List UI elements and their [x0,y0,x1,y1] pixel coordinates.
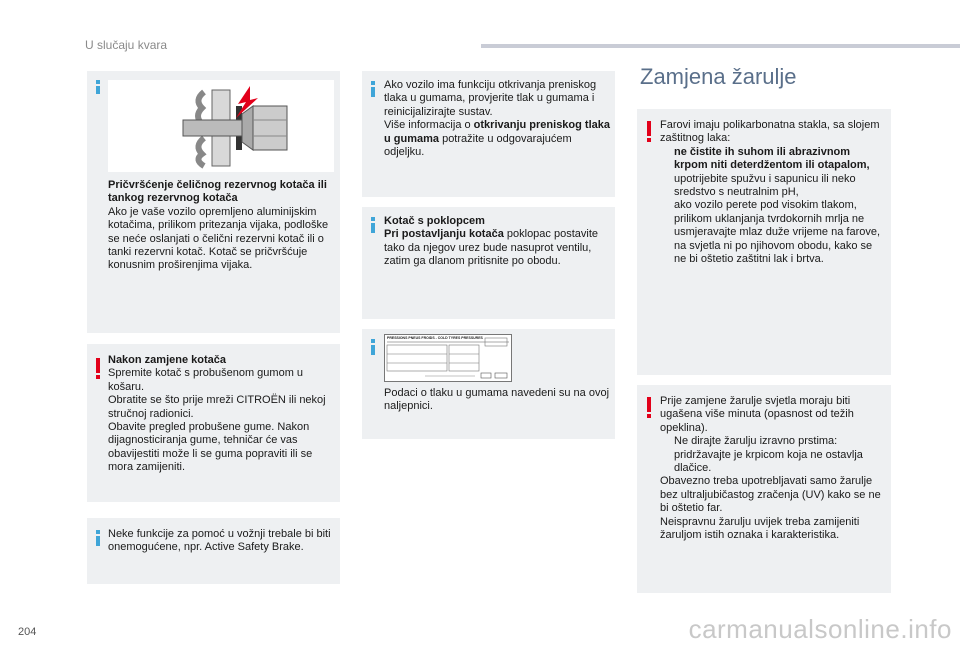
pressure-label-box [362,329,615,439]
watermark: carmanualsonline.info [688,614,952,644]
list-item [660,435,886,475]
bullet-icon [660,199,674,266]
warning-icon [647,397,651,412]
bolt-diagram [108,80,334,172]
driving-aids-body: Neke funkcije za pomoć u vožnji trebale bi biti onemogućene, npr. Active Safety Brake. [108,528,331,554]
wheel-fixing-body: Ako je vaše vozilo opremljeno aluminijskim kotačima, prilikom pritezanja vijaka, podloške se neće oslanjati o čelični rezervni kotač ili o tanki rezervni kotač. Kotač se pričvršćuje konusnim proširenjima vijaka. [108,205,329,272]
list-item [660,146,886,173]
bullet-text: upotrijebite spužvu i sapunicu ili neko sredstvo s neutralnim pH, [674,172,856,199]
after-wheel-change-box [87,344,340,502]
info-icon [371,345,375,355]
list-item [660,173,886,200]
info-icon [96,536,100,546]
warning-icon [647,121,651,136]
tyre-pressure-box [362,71,615,197]
tyre-pressure-bold: otkrivanju preniskog tlaka u gumama [384,119,610,145]
wheel-bolt-illustration [108,80,334,172]
pressure-label-body: Podaci o tlaku u gumama navedeni su na ovoj naljepnici. [384,387,610,413]
wheel-cover-subtitle: Pri postavljanju kotača [384,228,504,241]
after-change-body: Spremite kotač s probušenom gumom u košaru. Obratite se što prije mreži CITROËN ili nekoj stručnoj radionici. Obavite pregled probušene gume. Nakon dijagnosticiranja gume, tehničar će vas obavijestiti može li se guma popraviti ili se mora zamijeniti. [108,367,326,474]
after-change-title: Nakon zamjene kotača [108,354,226,366]
bulb-body: Obavezno treba upotrebljavati samo žarulje bez ultraljubičastog zračenja (UV) kako se ne bi oštetio far. Neispravnu žarulju uvijek treba zamijeniti žaruljom istih oznaka i karakteristika. [660,475,881,542]
pressure-label-header: PRESSIONS PNEUS FROIDS - COLD TYRES PRESSURES [387,336,483,340]
bullet-icon [660,435,674,475]
pressure-label-table [385,335,511,381]
info-icon [96,86,100,94]
bullet-icon [660,146,674,173]
wheel-cover-title: Kotač s poklopcem [384,215,485,227]
wheel-cover-body: poklopac postavite tako da njegov urez bude nasuprot ventilu, zatim ga dlanom pritisnite po obodu. [384,228,598,268]
section-title: Zamjena žarulje [640,64,797,89]
bullet-text: Ne dirajte žarulju izravno prstima: pridržavajte je krpicom koja ne ostavlja dlačice. [674,435,863,475]
header-title: U slučaju kvara [85,38,168,52]
bullet-icon [660,173,674,200]
bullet-text: ako vozilo perete pod visokim tlakom, prilikom uklanjanja tvrdokornih mrlja ne usmjeravajte mlaz duže vrijeme na farove, na svjetla ni po njihovom obodu, kako se ne bi oštetio zaštitni lak i brtva. [674,199,881,266]
warning-icon [96,358,100,373]
headlamp-intro: Farovi imaju polikarbonatna stakla, sa slojem zaštitnog laka: [660,119,880,145]
info-icon [371,87,375,97]
list-item [660,199,886,266]
bulb-intro: Prije zamjene žarulje svjetla moraju biti ugašena više minuta (opasnost od težih opeklina). [660,395,854,434]
bulb-replacement-box [637,385,891,593]
tyre-pressure-text-b: potražite u odgovarajućem odjeljku. [384,132,572,159]
header-bar [481,44,960,48]
bullet-bold-text: ne čistite ih suhom ili abrazivnom krpom niti deterdžentom ili otapalom, [674,145,870,172]
info-icon [371,223,375,233]
tyre-pressure-text-a: Ako vozilo ima funkciju otkrivanja preniskog tlaka u gumama, provjerite tlak u gumama i reinicijalizirajte sustav. Više informacija o [384,79,597,132]
wheel-fixing-box [87,71,340,333]
driving-aids-box [87,518,340,584]
page-number: 204 [18,626,37,638]
headlamp-lenses-box [637,109,891,375]
pressure-label-illustration [384,334,512,382]
wheel-fixing-title: Pričvršćenje čeličnog rezervnog kotača ili tankog rezervnog kotača [108,179,327,205]
wheel-cover-box [362,207,615,319]
